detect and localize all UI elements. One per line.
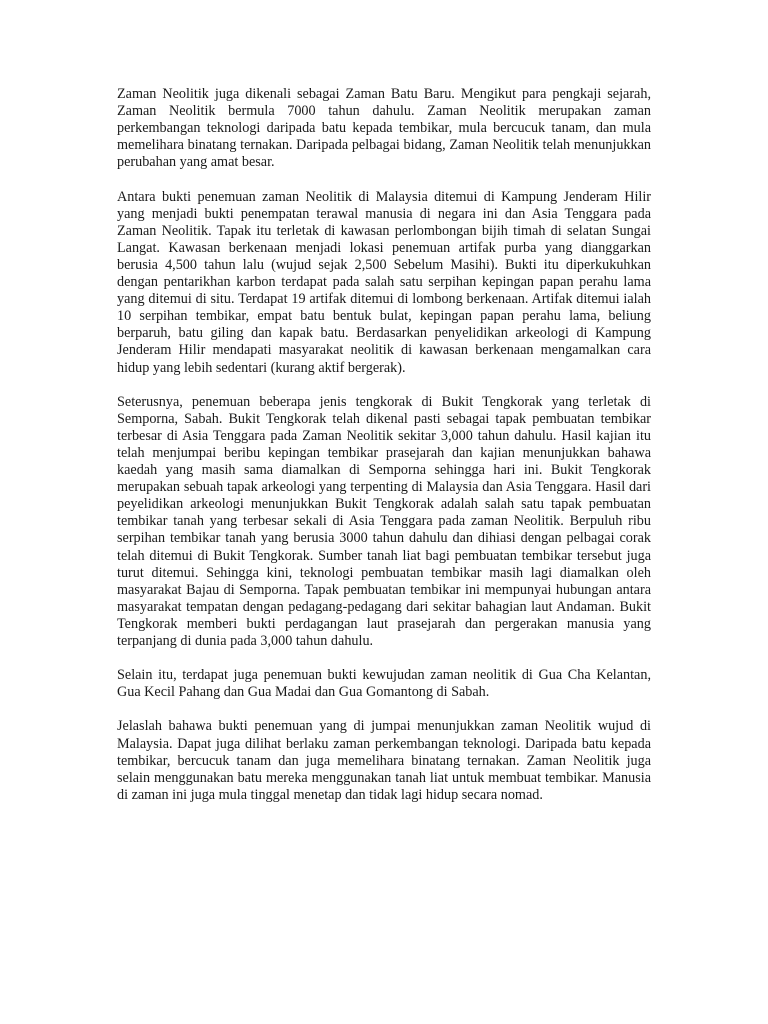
document-body	[117, 86, 651, 821]
paragraph-1: Zaman Neolitik juga dikenali sebagai Zaman Batu Baru. Mengikut para pengkaji sejarah, Zaman Neolitik bermula 7000 tahun dahulu. Zaman Neolitik merupakan zaman perkembangan teknologi daripada batu kepada tembikar, mula bercucuk tanam, dan mula memelihara binatang ternakan. Daripada pelbagai bidang, Zaman Neolitik telah menunjukkan perubahan yang amat besar.	[117, 86, 651, 171]
paragraph-3: Seterusnya, penemuan beberapa jenis tengkorak di Bukit Tengkorak yang terletak di Semporna, Sabah. Bukit Tengkorak telah dikenal pasti sebagai tapak pembuatan tembikar terbesar di Asia Tenggara pada Zaman Neolitik sekitar 3,000 tahun dahulu. Hasil kajian itu telah menjumpai beribu kepingan tembikar prasejarah dan kajian menunjukkan bahawa kaedah yang masih sama diamalkan di Semporna sehingga hari ini. Bukit Tengkorak merupakan sebuah tapak arkeologi yang terpenting di Malaysia dan Asia Tenggara. Hasil dari peyelidikan arkeologi menunjukkan Bukit Tengkorak adalah salah satu tapak pembuatan tembikar tanah yang terbesar sekali di Asia Tenggara pada zaman Neolitik. Berpuluh ribu serpihan tembikar tanah yang berusia 3000 tahun dahulu dan dihiasi dengan pelbagai corak telah ditemui di Bukit Tengkorak. Sumber tanah liat bagi pembuatan tembikar tersebut juga turut ditemui. Sehingga kini, teknologi pembuatan tembikar masih lagi diamalkan oleh masyarakat Bajau di Semporna. Tapak pembuatan tembikar ini mempunyai hubungan antara masyarakat tempatan dengan pedagang-pedagang dari sekitar bahagian laut Andaman. Bukit Tengkorak memberi bukti perdagangan laut prasejarah dan pergerakan manusia yang terpanjang di dunia pada 3,000 tahun dahulu.	[117, 393, 651, 649]
paragraph-4: Selain itu, terdapat juga penemuan bukti kewujudan zaman neolitik di Gua Cha Kelantan, Gua Kecil Pahang dan Gua Madai dan Gua Gomantong di Sabah.	[117, 667, 651, 701]
paragraph-2: Antara bukti penemuan zaman Neolitik di Malaysia ditemui di Kampung Jenderam Hilir yang menjadi bukti penempatan terawal manusia di negara ini dan Asia Tenggara pada Zaman Neolitik. Tapak itu terletak di kawasan perlombongan bijih timah di selatan Sungai Langat. Kawasan berkenaan menjadi lokasi penemuan artifak purba yang dianggarkan berusia 4,500 tahun lalu (wujud sejak 2,500 Sebelum Masihi). Bukti itu diperkukuhkan dengan pentarikhan karbon terdapat pada salah satu serpihan kepingan papan perahu lama yang ditemui di situ. Terdapat 19 artifak ditemui di lombong berkenaan. Artifak ditemui ialah 10 serpihan tembikar, empat batu bentuk bulat, kepingan papan perahu lama, beliung berparuh, batu giling dan kapak batu. Berdasarkan penyelidikan arkeologi di Kampung Jenderam Hilir mendapati masyarakat neolitik di kawasan berkenaan mengamalkan cara hidup yang lebih sedentari (kurang aktif bergerak).	[117, 188, 651, 376]
paragraph-5: Jelaslah bahawa bukti penemuan yang di jumpai menunjukkan zaman Neolitik wujud di Malaysia. Dapat juga dilihat berlaku zaman perkembangan teknologi. Daripada batu kepada tembikar, bercucuk tanam dan juga memelihara binatang ternakan. Zaman Neolitik juga selain menggunakan batu mereka menggunakan tanah liat untuk membuat tembikar. Manusia di zaman ini juga mula tinggal menetap dan tidak lagi hidup secara nomad.	[117, 718, 651, 803]
